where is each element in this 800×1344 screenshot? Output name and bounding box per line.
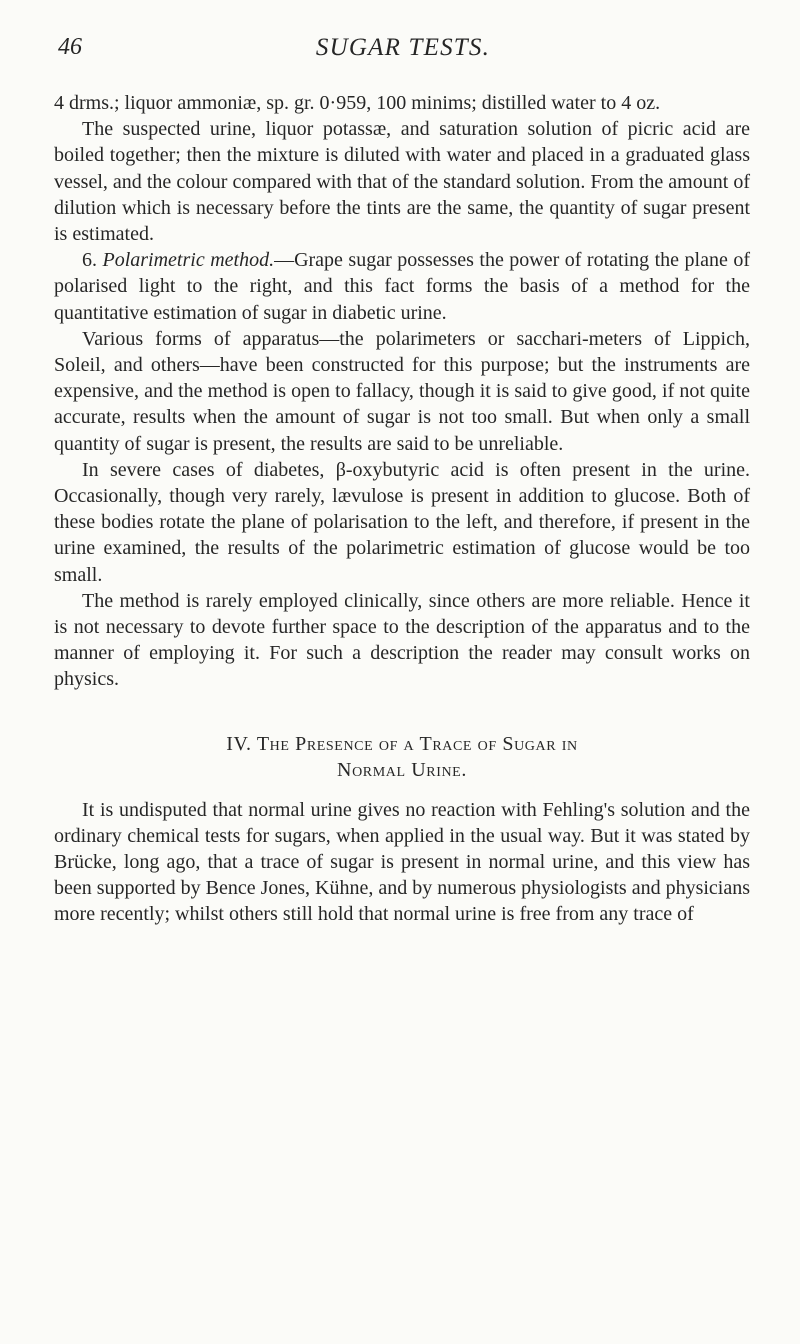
- paragraph-severe-diabetes: In severe cases of diabetes, β-oxybutyric acid is often present in the urine. Occasionally, though very rarely, lævulose is present in addition to glucose. Both of these bodies rotate the plane of polarisation to the left, and therefore, if present in the urine examined, the results of the polarimetric estimation of glucose would be too small.: [54, 458, 750, 586]
- running-head: [58, 34, 748, 74]
- page-number: 46: [58, 34, 82, 60]
- body-text: [54, 90, 750, 928]
- paragraph-polarimetric-method: [54, 247, 750, 326]
- paragraph-picric-procedure: The suspected urine, liquor potassæ, and saturation solution of picric acid are boiled together; then the mixture is diluted with water and placed in a graduated glass vessel, and the colour compared with that of the standard solution. From the amount of dilution which is necessary before the tints are the same, the quantity of sugar present is estimated.: [54, 118, 750, 246]
- paragraph-method-rarely-used: The method is rarely employed clinically, since others are more reliable. Hence it is not necessary to devote further space to the description of the apparatus and to the manner of employing it. For such a description the reader may consult works on physics.: [54, 589, 750, 691]
- section-heading-line-1: IV. The Presence of a Trace of Sugar in: [226, 732, 578, 755]
- running-title: SUGAR TESTS.: [315, 34, 491, 61]
- section-heading: [54, 731, 750, 783]
- method-number: 6.: [82, 249, 97, 272]
- paragraph-normal-urine: It is undisputed that normal urine gives no reaction with Fehling's solution and the ordinary chemical tests for sugars, when applied in the usual way. But it was stated by Brücke, long ago, that a trace of sugar is present in normal urine, and this view has been supported by Bence Jones, Kühne, and by numerous physiologists and physicians more recently; whilst others still hold that normal urine is free from any trace of: [54, 798, 751, 926]
- method-description: —Grape sugar possesses the power of rotating the plane of polarised light to the right, and this fact forms the basis of a method for the quantitative estimation of sugar in diabetic urine.: [54, 249, 750, 324]
- paragraph-formula-continuation: 4 drms.; liquor ammoniæ, sp. gr. 0·959, 100 minims; distilled water to 4 oz.: [54, 92, 661, 114]
- section-heading-line-2: Normal Urine.: [337, 758, 467, 781]
- paragraph-apparatus: Various forms of apparatus—the polarimeters or sacchari-meters of Lippich, Soleil, and others—have been constructed for this purpose; but the instruments are expensive, and the method is open to fallacy, though it is said to give good, if not quite accurate, results when the amount of sugar is not too small. But when only a small quantity of sugar is present, the results are said to be unreliable.: [54, 327, 750, 455]
- method-title: Polarimetric method.: [102, 249, 275, 272]
